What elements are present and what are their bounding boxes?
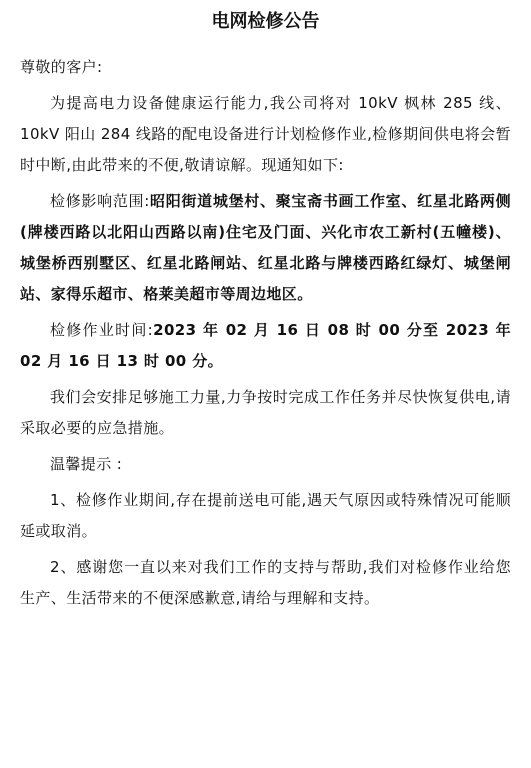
time-value: 2023 年 02 月 16 日 08 时 00 分至 2023 年 02 月 16 日 13 时 00 分。 bbox=[20, 321, 511, 370]
tips-title: 温馨提示 : bbox=[50, 455, 123, 473]
scope-paragraph bbox=[20, 186, 511, 310]
tip-2: 2、感谢您一直以来对我们工作的支持与帮助,我们对检修作业给您生产、生活带来的不便深感歉意,请给与理解和支持。 bbox=[20, 558, 511, 607]
notice-title: 电网检修公告 bbox=[211, 11, 320, 32]
greeting: 尊敬的客户: bbox=[20, 58, 103, 76]
arrangement-paragraph: 我们会安排足够施工力量,力争按时完成工作任务并尽快恢复供电,请采取必要的应急措施。 bbox=[20, 388, 511, 437]
time-label: 检修作业时间: bbox=[50, 321, 154, 339]
time-paragraph bbox=[20, 315, 511, 377]
intro-paragraph: 为提高电力设备健康运行能力,我公司将对 10kV 枫林 285 线、10kV 阳山 284 线路的配电设备进行计划检修作业,检修期间供电将会暂时中断,由此带来的不便,敬请谅解。现通知如下: bbox=[20, 94, 511, 174]
scope-value: 昭阳街道城堡村、聚宝斋书画工作室、红星北路两侧(牌楼西路以北阳山西路以南)住宅及门面、兴化市农工新村(五幢楼)、城堡桥西别墅区、红星北路闸站、红星北路与牌楼西路红绿灯、城堡闸站、家得乐超市、格莱美超市等周边地区。 bbox=[20, 192, 512, 303]
tip-1: 1、检修作业期间,存在提前送电可能,遇天气原因或特殊情况可能顺延或取消。 bbox=[20, 491, 511, 540]
scope-label: 检修影响范围: bbox=[50, 192, 150, 210]
